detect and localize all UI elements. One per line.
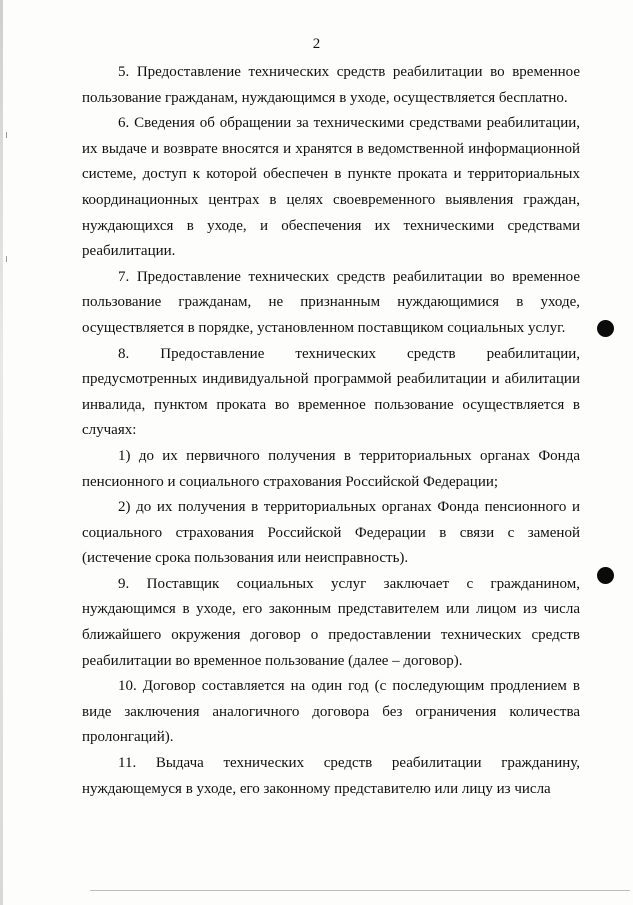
scan-mark xyxy=(6,256,7,262)
scan-mark xyxy=(6,132,7,138)
paragraph-11: 11. Выдача технических средств реабилитации гражданину, нуждающемуся в уходе, его законному представителю или лицу из числа xyxy=(82,755,580,797)
paragraph-8: 8. Предоставление технических средств реабилитации, предусмотренных индивидуальной программой реабилитации и абилитации инвалида, пунктом проката во временное пользование осуществляется в случаях: xyxy=(82,345,580,439)
scan-left-edge xyxy=(0,0,3,905)
document-body xyxy=(82,60,580,802)
paragraph-6: 6. Сведения об обращении за техническими средствами реабилитации, их выдаче и возврате вносятся и хранятся в ведомственной информационной системе, доступ к которой обеспечен в пункте проката и территориальных координационных центрах в целях своевременного выявления граждан, нуждающихся в уходе, и обеспечения их техническими средствами реабилитации. xyxy=(82,115,580,260)
scan-bottom-edge xyxy=(90,890,630,891)
paragraph-5: 5. Предоставление технических средств реабилитации во временное пользование гражданам, нуждающимся в уходе, осуществляется бесплатно. xyxy=(82,64,580,106)
paragraph-7: 7. Предоставление технических средств реабилитации во временное пользование гражданам, не признанным нуждающимися в уходе, осуществляется в порядке, установленном поставщиком социальных услуг. xyxy=(82,268,580,336)
list-item-1: 1) до их первичного получения в территориальных органах Фонда пенсионного и социального страхования Российской Федерации; xyxy=(82,447,580,490)
paragraph-10: 10. Договор составляется на один год (с последующим продлением в виде заключения аналогичного договора без ограничения количества пролонгаций). xyxy=(82,678,580,746)
punch-hole xyxy=(597,320,614,337)
list-item-2: 2) до их получения в территориальных органах Фонда пенсионного и социального страхования Российской Федерации в связи с заменой (истечение срока пользования или неисправность). xyxy=(82,499,580,567)
punch-hole xyxy=(597,567,614,584)
page-number: 2 xyxy=(312,36,321,52)
paragraph-9: 9. Поставщик социальных услуг заключает с гражданином, нуждающимся в уходе, его законным представителем или лицом из числа ближайшего окружения договор о предоставлении технических средств реабилитации во временное пользование (далее – договор). xyxy=(82,575,580,669)
